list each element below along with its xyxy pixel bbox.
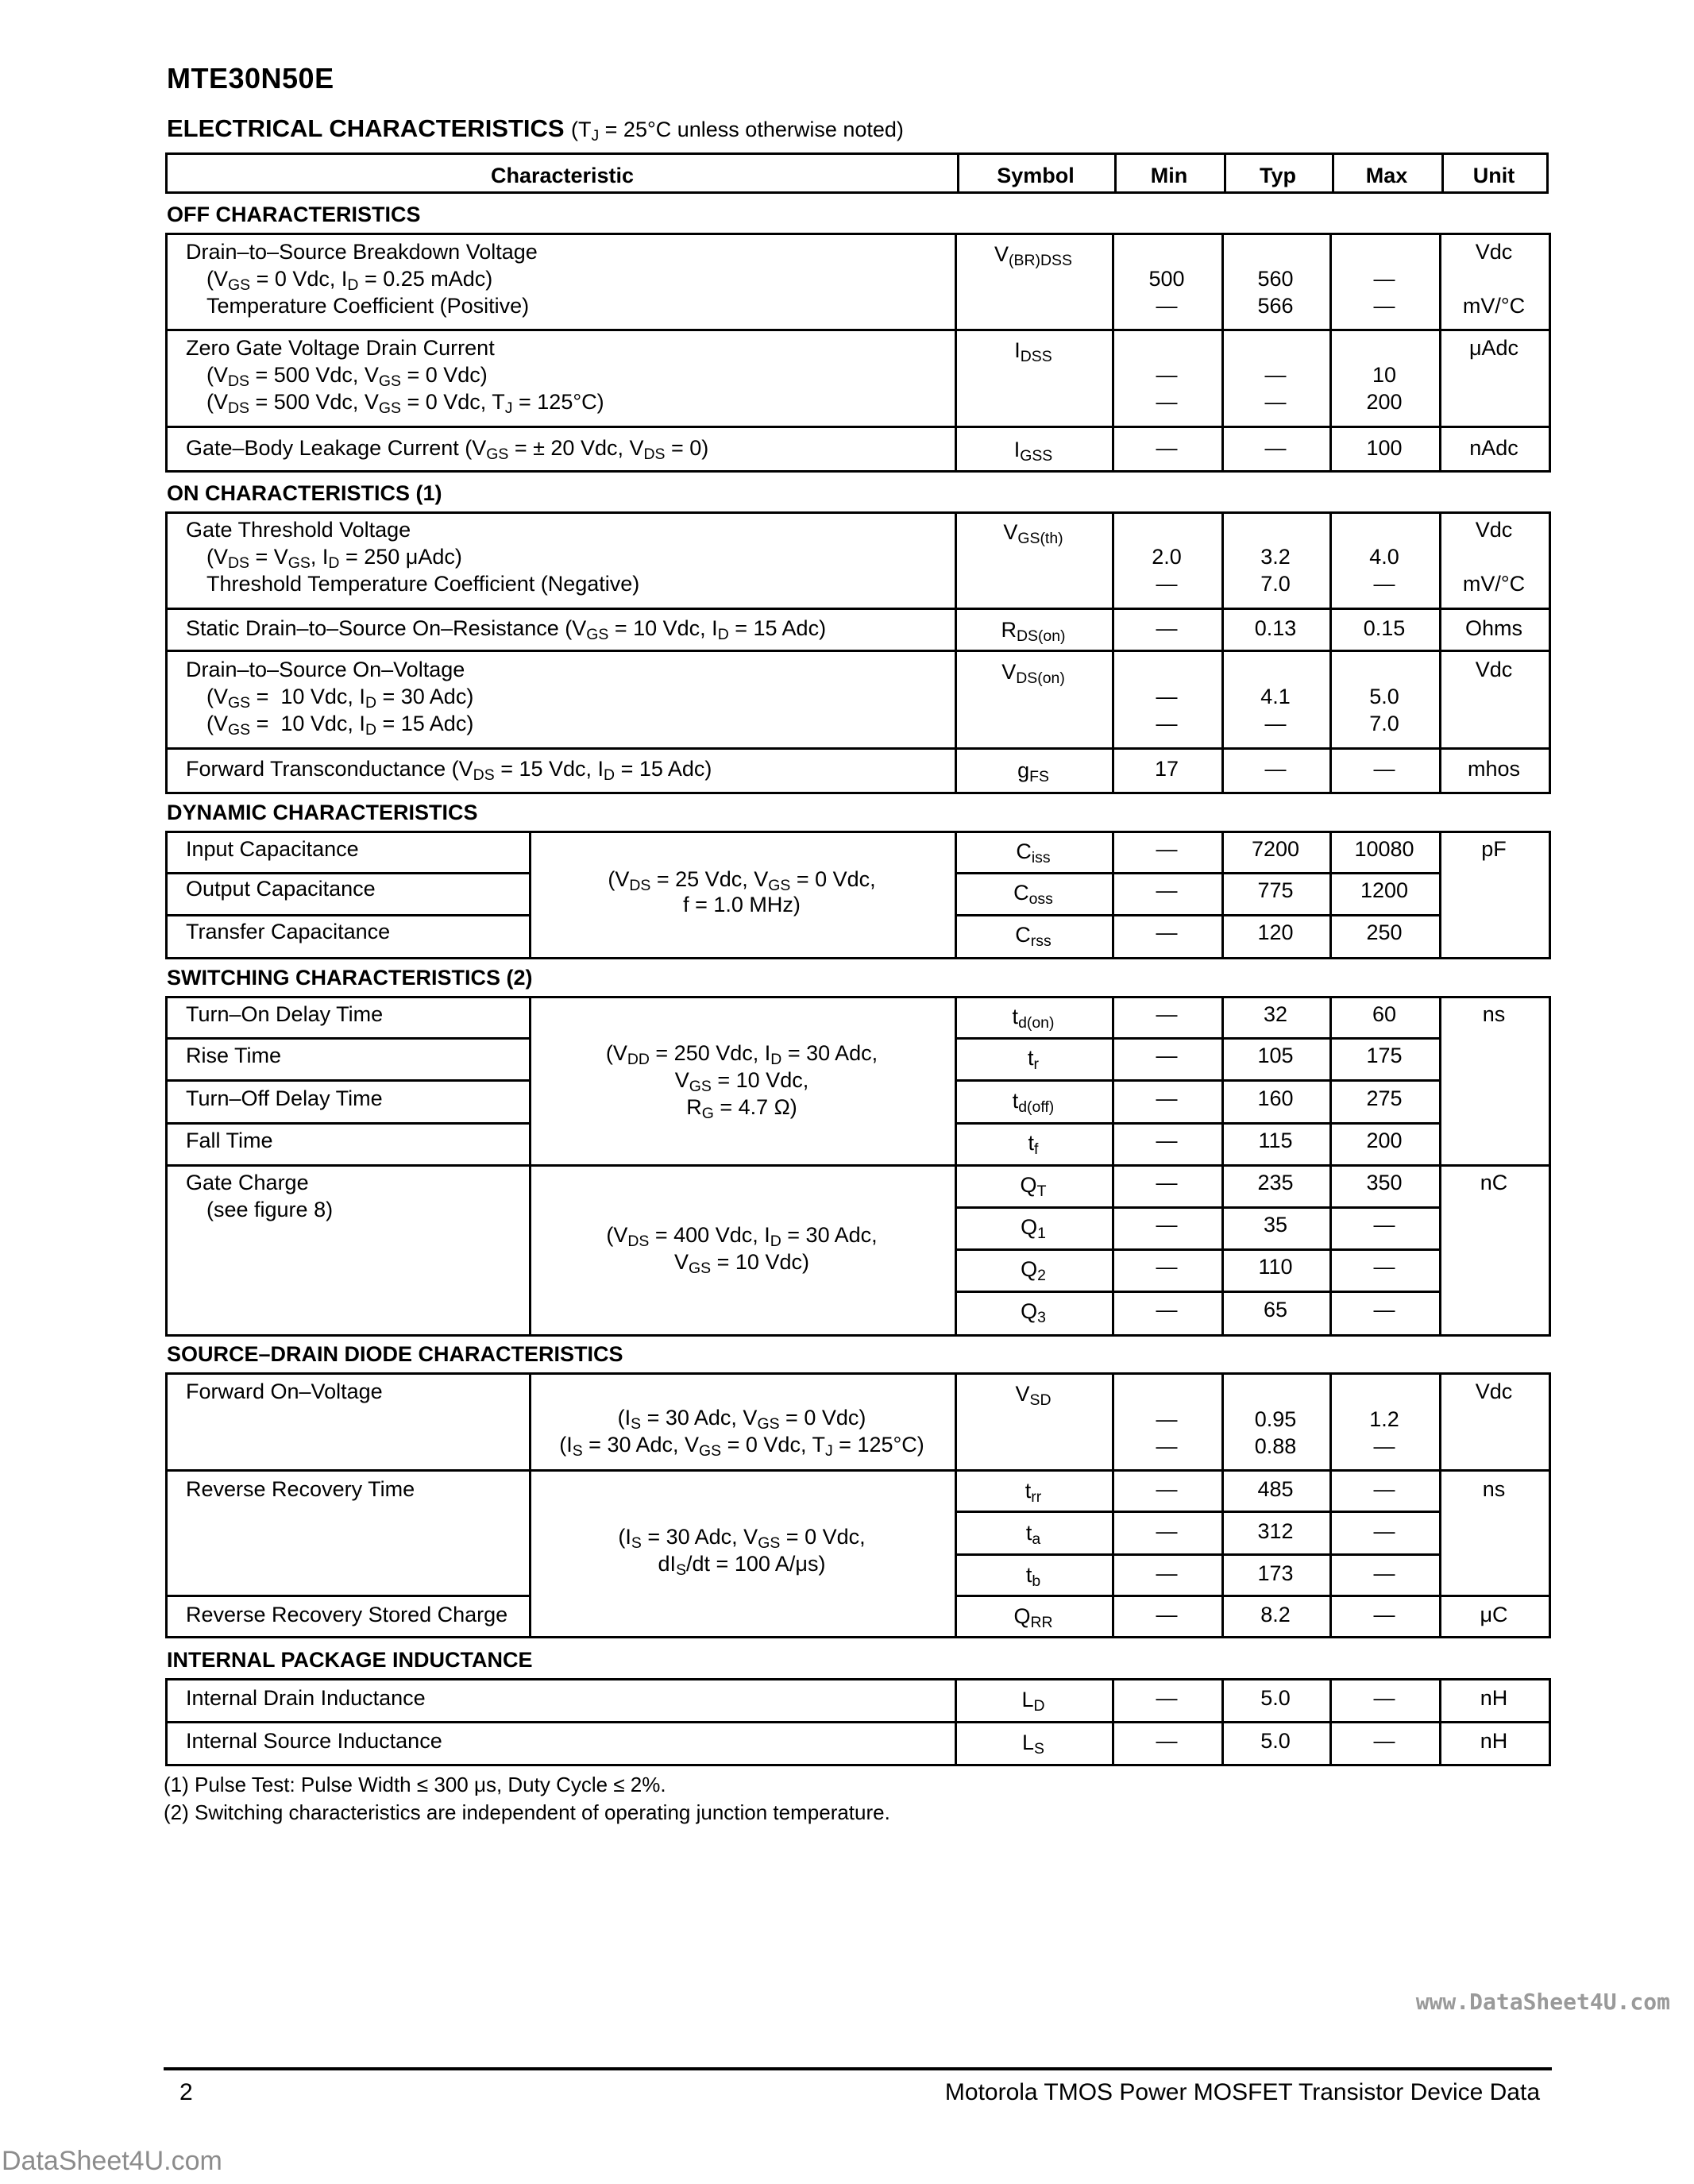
- tb-max: —: [1373, 1561, 1395, 1585]
- gate-charge-condition-2: $V_{GS} = 10$ Vdc): [674, 1250, 809, 1277]
- q1-typ: 35: [1263, 1213, 1288, 1237]
- gfs-symbol: $g_{FS}$: [1017, 758, 1049, 785]
- tr-typ: 105: [1257, 1044, 1294, 1067]
- section-on-title: ON CHARACTERISTICS (1): [167, 481, 442, 505]
- ld-min: —: [1156, 1686, 1178, 1710]
- qt-symbol: $Q_T$: [1020, 1173, 1047, 1200]
- ld-unit: nH: [1480, 1686, 1508, 1710]
- idss-label: Zero Gate Voltage Drain Current: [186, 336, 495, 360]
- tdon-typ: 32: [1263, 1002, 1288, 1026]
- idss-min-2: —: [1156, 390, 1178, 414]
- vsd-min-2: —: [1156, 1434, 1178, 1458]
- footnote-1: (1) Pulse Test: Pulse Width ≤ 300 μs, Duty Cycle ≤ 2%.: [164, 1773, 666, 1796]
- qrr-min: —: [1156, 1603, 1178, 1626]
- igss-typ: —: [1264, 436, 1287, 460]
- part-number: MTE30N50E: [167, 62, 334, 95]
- dynamic-unit: pF: [1481, 837, 1507, 861]
- footnote-2: (2) Switching characteristics are independent of operating junction temperature.: [164, 1800, 890, 1824]
- vgsth-tc-min: —: [1156, 572, 1178, 596]
- q3-max: —: [1373, 1298, 1395, 1322]
- vsd-max-1: 1.2: [1369, 1407, 1399, 1431]
- ta-max: —: [1373, 1519, 1395, 1543]
- vgsth-tempco-label: Threshold Temperature Coefficient (Negative): [206, 572, 640, 596]
- tr-symbol: $t_r$: [1028, 1046, 1039, 1073]
- tb-typ: 173: [1257, 1561, 1294, 1585]
- vsd-max-2: —: [1373, 1434, 1395, 1458]
- vgsth-typ: 3.2: [1260, 545, 1291, 569]
- rds-typ: 0.13: [1254, 616, 1297, 640]
- tf-label: Fall Time: [186, 1129, 273, 1152]
- bvdss-label: Drain–to–Source Breakdown Voltage: [186, 240, 538, 264]
- vgsth-condition: ($V_{DS} = V_{GS}$, $I_D = 250$ μAdc): [206, 545, 462, 572]
- ls-symbol: $L_S$: [1022, 1731, 1044, 1758]
- igss-max: 100: [1366, 436, 1403, 460]
- vds-on-max-1: 5.0: [1369, 685, 1399, 708]
- vgsth-tc-typ: 7.0: [1260, 572, 1291, 596]
- ec-note-a: (T: [570, 118, 592, 141]
- bvdss-tc-unit: mV/°C: [1462, 294, 1526, 318]
- bvdss-tc-typ: 566: [1257, 294, 1294, 318]
- tf-min: —: [1156, 1129, 1178, 1152]
- header-symbol: Symbol: [997, 164, 1075, 187]
- switching-characteristics-table: [165, 996, 1551, 1337]
- rds-min: —: [1156, 616, 1178, 640]
- tdoff-min: —: [1156, 1086, 1178, 1110]
- vgsth-tc-unit: mV/°C: [1462, 572, 1526, 596]
- tb-symbol: $t_b$: [1025, 1563, 1041, 1590]
- vds-on-typ-1: 4.1: [1260, 685, 1291, 708]
- trr-min: —: [1156, 1477, 1178, 1501]
- vds-on-min-2: —: [1156, 712, 1178, 735]
- igss-unit: nAdc: [1469, 436, 1518, 460]
- tdon-min: —: [1156, 1002, 1178, 1026]
- vsd-condition-1: ($I_S = 30$ Adc, $V_{GS} = 0$ Vdc): [617, 1406, 866, 1433]
- source-drain-diode-table: [165, 1372, 1551, 1638]
- idss-condition-2: ($V_{DS} = 500$ Vdc, $V_{GS} = 0$ Vdc, $T_J = 125^\circ C$): [206, 390, 604, 417]
- q1-symbol: $Q_1$: [1021, 1215, 1046, 1242]
- page-number: 2: [179, 2079, 193, 2105]
- ls-min: —: [1156, 1729, 1178, 1753]
- vgsth-unit: Vdc: [1475, 518, 1513, 542]
- crss-typ: 120: [1257, 920, 1294, 944]
- inductance-table: [165, 1678, 1551, 1766]
- tf-typ: 115: [1258, 1129, 1293, 1152]
- tr-min: —: [1156, 1044, 1178, 1067]
- footer-rule: [164, 2067, 1552, 2070]
- switching-condition-1: ($V_{DD} = 250$ Vdc, $I_D = 30$ Adc,: [605, 1041, 878, 1068]
- dynamic-condition-1: ($V_{DS} = 25$ Vdc, $V_{GS} = 0$ Vdc,: [608, 867, 876, 894]
- q2-min: —: [1156, 1255, 1178, 1279]
- crss-symbol: $C_{rss}$: [1015, 923, 1052, 950]
- idss-max-2: 200: [1366, 390, 1403, 414]
- gate-charge-condition-1: ($V_{DS} = 400$ Vdc, $I_D = 30$ Adc,: [606, 1223, 878, 1250]
- coss-max: 1200: [1360, 878, 1409, 902]
- ec-note-sub: J: [591, 126, 600, 145]
- vds-on-condition-2: ($V_{GS} = 10$ Vdc, $I_D = 15$ Adc): [206, 712, 474, 739]
- off-characteristics-table: [165, 233, 1551, 473]
- crss-label: Transfer Capacitance: [186, 920, 391, 943]
- qt-typ: 235: [1257, 1171, 1294, 1194]
- vsd-label: Forward On–Voltage: [186, 1379, 383, 1403]
- qrr-max: —: [1373, 1603, 1395, 1626]
- on-characteristics-table: [165, 511, 1551, 794]
- q3-min: —: [1156, 1298, 1178, 1322]
- q2-max: —: [1373, 1255, 1395, 1279]
- qt-max: 350: [1366, 1171, 1403, 1194]
- vgsth-tc-max: —: [1373, 572, 1395, 596]
- table-header: [165, 152, 1549, 194]
- header-unit: Unit: [1472, 164, 1515, 187]
- coss-min: —: [1156, 878, 1178, 902]
- vsd-min-1: —: [1156, 1407, 1178, 1431]
- rds-label: Static Drain–to–Source On–Resistance ($V_{GS} = 10$ Vdc, $I_D = 15$ Adc): [186, 616, 827, 643]
- vgsth-label: Gate Threshold Voltage: [186, 518, 411, 542]
- gfs-typ: —: [1264, 757, 1287, 781]
- tdoff-typ: 160: [1257, 1086, 1294, 1110]
- ta-symbol: $t_a$: [1025, 1521, 1041, 1548]
- igss-min: —: [1156, 436, 1178, 460]
- ec-title-bold: ELECTRICAL CHARACTERISTICS: [167, 114, 565, 142]
- vsd-typ-1: 0.95: [1254, 1407, 1297, 1431]
- trr-typ: 485: [1257, 1477, 1294, 1501]
- dynamic-characteristics-table: [165, 831, 1551, 959]
- ta-min: —: [1156, 1519, 1178, 1543]
- q2-typ: 110: [1258, 1255, 1293, 1279]
- bvdss-tempco-label: Temperature Coefficient (Positive): [206, 294, 530, 318]
- vds-on-max-2: 7.0: [1369, 712, 1399, 735]
- ec-note-b: = 25°C unless otherwise noted): [599, 118, 904, 141]
- idss-typ-2: —: [1264, 390, 1287, 414]
- trr-condition-2: $dI_S/dt = 100$ A/μs): [658, 1552, 826, 1579]
- trr-condition-1: ($I_S = 30$ Adc, $V_{GS} = 0$ Vdc,: [618, 1525, 866, 1552]
- rds-max: 0.15: [1363, 616, 1406, 640]
- section-inductance-title: INTERNAL PACKAGE INDUCTANCE: [167, 1648, 533, 1672]
- header-min: Min: [1150, 164, 1188, 187]
- gate-charge-label: Gate Charge: [186, 1171, 309, 1194]
- ls-unit: nH: [1480, 1729, 1508, 1753]
- vsd-symbol: $V_{SD}$: [1015, 1382, 1052, 1409]
- vds-on-condition-1: ($V_{GS} = 10$ Vdc, $I_D = 30$ Adc): [206, 685, 474, 712]
- tf-max: 200: [1366, 1129, 1403, 1152]
- ciss-max: 10080: [1354, 837, 1414, 861]
- qrr-typ: 8.2: [1260, 1603, 1291, 1626]
- tdoff-symbol: $t_{d(off)}$: [1012, 1089, 1055, 1116]
- idss-condition-1: ($V_{DS} = 500$ Vdc, $V_{GS} = 0$ Vdc): [206, 363, 488, 390]
- vgsth-min: 2.0: [1152, 545, 1182, 569]
- bvdss-condition: ($V_{GS} = 0$ Vdc, $I_D = 0.25$ mAdc): [206, 267, 493, 294]
- tdon-max: 60: [1372, 1002, 1397, 1026]
- tdoff-max: 275: [1366, 1086, 1403, 1110]
- ld-max: —: [1373, 1686, 1395, 1710]
- section-off-title: OFF CHARACTERISTICS: [167, 203, 421, 226]
- q1-max: —: [1373, 1213, 1395, 1237]
- footer-title: Motorola TMOS Power MOSFET Transistor Device Data: [944, 2079, 1540, 2105]
- rds-unit: Ohms: [1464, 616, 1522, 640]
- watermark-url: www.DataSheet4U.com: [1415, 1989, 1670, 2015]
- gfs-min: 17: [1154, 757, 1179, 781]
- header-max: Max: [1365, 164, 1408, 187]
- switching-condition-2: $V_{GS} = 10$ Vdc,: [674, 1068, 809, 1095]
- qrr-symbol: $Q_{RR}$: [1013, 1604, 1053, 1631]
- crss-min: —: [1156, 920, 1178, 944]
- coss-symbol: $C_{oss}$: [1013, 881, 1053, 908]
- trr-label: Reverse Recovery Time: [186, 1477, 415, 1501]
- idss-min-1: —: [1156, 363, 1178, 387]
- gfs-label: Forward Transconductance ($V_{DS} = 15$ Vdc, $I_D = 15$ Adc): [186, 757, 712, 784]
- ld-typ: 5.0: [1260, 1686, 1291, 1710]
- bvdss-tc-max: —: [1373, 294, 1395, 318]
- vsd-condition-2: ($I_S = 30$ Adc, $V_{GS} = 0$ Vdc, $T_J = 125^\circ C$): [559, 1433, 924, 1460]
- trr-symbol: $t_{rr}$: [1025, 1479, 1042, 1506]
- gate-charge-unit: nC: [1480, 1171, 1508, 1194]
- gate-charge-note: (see figure 8): [206, 1198, 334, 1221]
- vgsth-symbol: $V_{GS(th)}$: [1003, 520, 1063, 547]
- ciss-symbol: $C_{iss}$: [1016, 839, 1051, 866]
- ld-label: Internal Drain Inductance: [186, 1686, 426, 1710]
- igss-label: Gate–Body Leakage Current ($V_{GS}$ = ± 20 Vdc, $V_{DS} = 0$): [186, 436, 709, 463]
- gfs-unit: mhos: [1467, 757, 1521, 781]
- vds-on-min-1: —: [1156, 685, 1178, 708]
- vds-on-symbol: $V_{DS(on)}$: [1001, 660, 1065, 687]
- coss-label: Output Capacitance: [186, 877, 376, 901]
- gfs-max: —: [1373, 757, 1395, 781]
- tdoff-label: Turn–Off Delay Time: [186, 1086, 383, 1110]
- q1-min: —: [1156, 1213, 1178, 1237]
- vgsth-max: 4.0: [1369, 545, 1399, 569]
- dynamic-condition-2: f = 1.0 MHz): [683, 893, 801, 916]
- tf-symbol: $t_f$: [1028, 1131, 1039, 1158]
- ciss-min: —: [1156, 837, 1178, 861]
- igss-symbol: $I_{GSS}$: [1013, 438, 1053, 465]
- ls-typ: 5.0: [1260, 1729, 1291, 1753]
- qrr-unit: μC: [1480, 1603, 1508, 1626]
- tr-label: Rise Time: [186, 1044, 282, 1067]
- ls-max: —: [1373, 1729, 1395, 1753]
- watermark-bottom-link[interactable]: DataSheet4U.com: [2, 2146, 222, 2176]
- idss-unit: μAdc: [1468, 336, 1519, 360]
- switching-unit: ns: [1482, 1002, 1506, 1026]
- ciss-label: Input Capacitance: [186, 837, 359, 861]
- tr-max: 175: [1366, 1044, 1403, 1067]
- bvdss-typ: 560: [1257, 267, 1294, 291]
- vsd-typ-2: 0.88: [1254, 1434, 1297, 1458]
- bvdss-tc-min: —: [1156, 294, 1178, 318]
- tb-min: —: [1156, 1561, 1178, 1585]
- trr-unit: ns: [1482, 1477, 1506, 1501]
- vsd-unit: Vdc: [1475, 1379, 1513, 1403]
- header-typ: Typ: [1260, 164, 1296, 187]
- bvdss-max: —: [1373, 267, 1395, 291]
- coss-typ: 775: [1257, 878, 1294, 902]
- tdon-label: Turn–On Delay Time: [186, 1002, 384, 1026]
- idss-symbol: $I_{DSS}$: [1014, 338, 1052, 365]
- vds-on-typ-2: —: [1264, 712, 1287, 735]
- crss-max: 250: [1366, 920, 1403, 944]
- electrical-characteristics-title: [167, 114, 904, 143]
- trr-max: —: [1373, 1477, 1395, 1501]
- vds-on-label: Drain–to–Source On–Voltage: [186, 658, 465, 681]
- qt-min: —: [1156, 1171, 1178, 1194]
- bvdss-symbol: $V_{(BR)DSS}$: [994, 242, 1072, 269]
- bvdss-unit: Vdc: [1475, 240, 1513, 264]
- header-characteristic: Characteristic: [490, 164, 635, 187]
- q3-typ: 65: [1263, 1298, 1288, 1322]
- q3-symbol: $Q_3$: [1021, 1299, 1046, 1326]
- q2-symbol: $Q_2$: [1021, 1257, 1046, 1284]
- idss-typ-1: —: [1264, 363, 1287, 387]
- qrr-label: Reverse Recovery Stored Charge: [186, 1603, 508, 1626]
- ls-label: Internal Source Inductance: [186, 1729, 442, 1753]
- section-source-drain-title: SOURCE–DRAIN DIODE CHARACTERISTICS: [167, 1342, 623, 1366]
- vds-on-unit: Vdc: [1475, 658, 1513, 681]
- switching-condition-3: $R_G = 4.7$ Ω): [686, 1095, 797, 1122]
- rds-symbol: $R_{DS(on)}$: [1001, 618, 1066, 645]
- ciss-typ: 7200: [1251, 837, 1300, 861]
- tdon-symbol: $t_{d(on)}$: [1012, 1005, 1055, 1032]
- bvdss-min: 500: [1148, 267, 1185, 291]
- ld-symbol: $L_D$: [1021, 1688, 1045, 1715]
- section-switching-title: SWITCHING CHARACTERISTICS (2): [167, 966, 533, 990]
- idss-max-1: 10: [1372, 363, 1397, 387]
- ta-typ: 312: [1257, 1519, 1294, 1543]
- section-dynamic-title: DYNAMIC CHARACTERISTICS: [167, 801, 478, 824]
